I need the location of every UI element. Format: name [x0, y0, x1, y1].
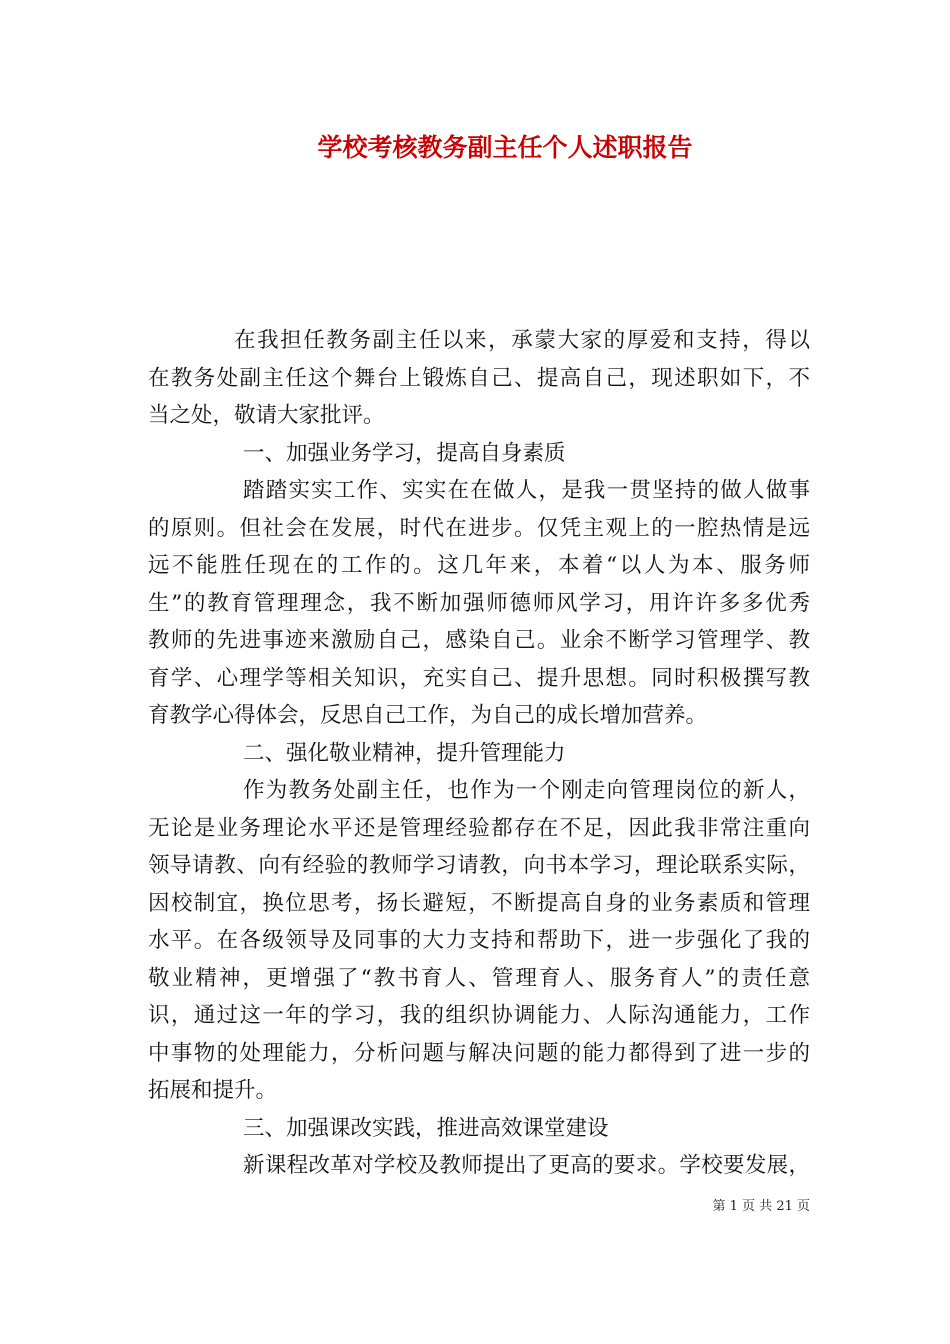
body-line: 中事物的处理能力，分析问题与解决问题的能力都得到了进一步的 [148, 1040, 810, 1066]
page-number: 第 1 页 共 21 页 [712, 1199, 810, 1214]
document-title: 学校考核教务副主任个人述职报告 [317, 133, 693, 162]
body-line: 生”的教育管理理念，我不断加强师德师风学习，用许许多多优秀 [148, 590, 810, 616]
body-line: 三、加强课改实践，推进高效课堂建设 [243, 1115, 609, 1141]
body-line: 水平。在各级领导及同事的大力支持和帮助下，进一步强化了我的 [148, 928, 810, 953]
body-line: 作为教务处副主任，也作为一个刚走向管理岗位的新人， [243, 778, 810, 803]
body-line: 在教务处副主任这个舞台上锻炼自己、提高自己，现述职如下，不 [148, 365, 810, 391]
body-line: 一、加强业务学习，提高自身素质 [243, 440, 566, 466]
body-line: 在我担任教务副主任以来，承蒙大家的厚爱和支持，得以 [234, 328, 810, 353]
body-line: 踏踏实实工作、实实在在做人，是我一贯坚持的做人做事 [243, 478, 810, 503]
body-line: 教师的先进事迹来激励自己，感染自己。业余不断学习管理学、教 [148, 628, 810, 653]
body-line: 拓展和提升。 [148, 1078, 278, 1103]
body-line: 敬业精神，更增强了“教书育人、管理育人、服务育人”的责任意 [148, 965, 810, 991]
body-line: 新课程改革对学校及教师提出了更高的要求。学校要发展， [243, 1153, 810, 1178]
body-line: 的原则。但社会在发展，时代在进步。仅凭主观上的一腔热情是远 [148, 515, 810, 541]
body-line: 二、强化敬业精神，提升管理能力 [243, 740, 566, 766]
body-line: 当之处，敬请大家批评。 [148, 403, 385, 428]
body-line: 无论是业务理论水平还是管理经验都存在不足，因此我非常注重向 [148, 815, 810, 841]
body-line: 育学、心理学等相关知识，充实自己、提升思想。同时积极撰写教 [148, 665, 810, 691]
body-line: 领导请教、向有经验的教师学习请教，向书本学习，理论联系实际， [148, 853, 810, 878]
document-body [148, 322, 810, 1185]
body-line: 育教学心得体会，反思自己工作，为自己的成长增加营养。 [148, 703, 708, 728]
body-line: 因校制宜，换位思考，扬长避短，不断提高自身的业务素质和管理 [148, 890, 810, 916]
body-line: 远不能胜任现在的工作的。这几年来，本着“以人为本、服务师 [148, 553, 810, 578]
body-line: 识，通过这一年的学习，我的组织协调能力、人际沟通能力，工作 [148, 1003, 810, 1028]
